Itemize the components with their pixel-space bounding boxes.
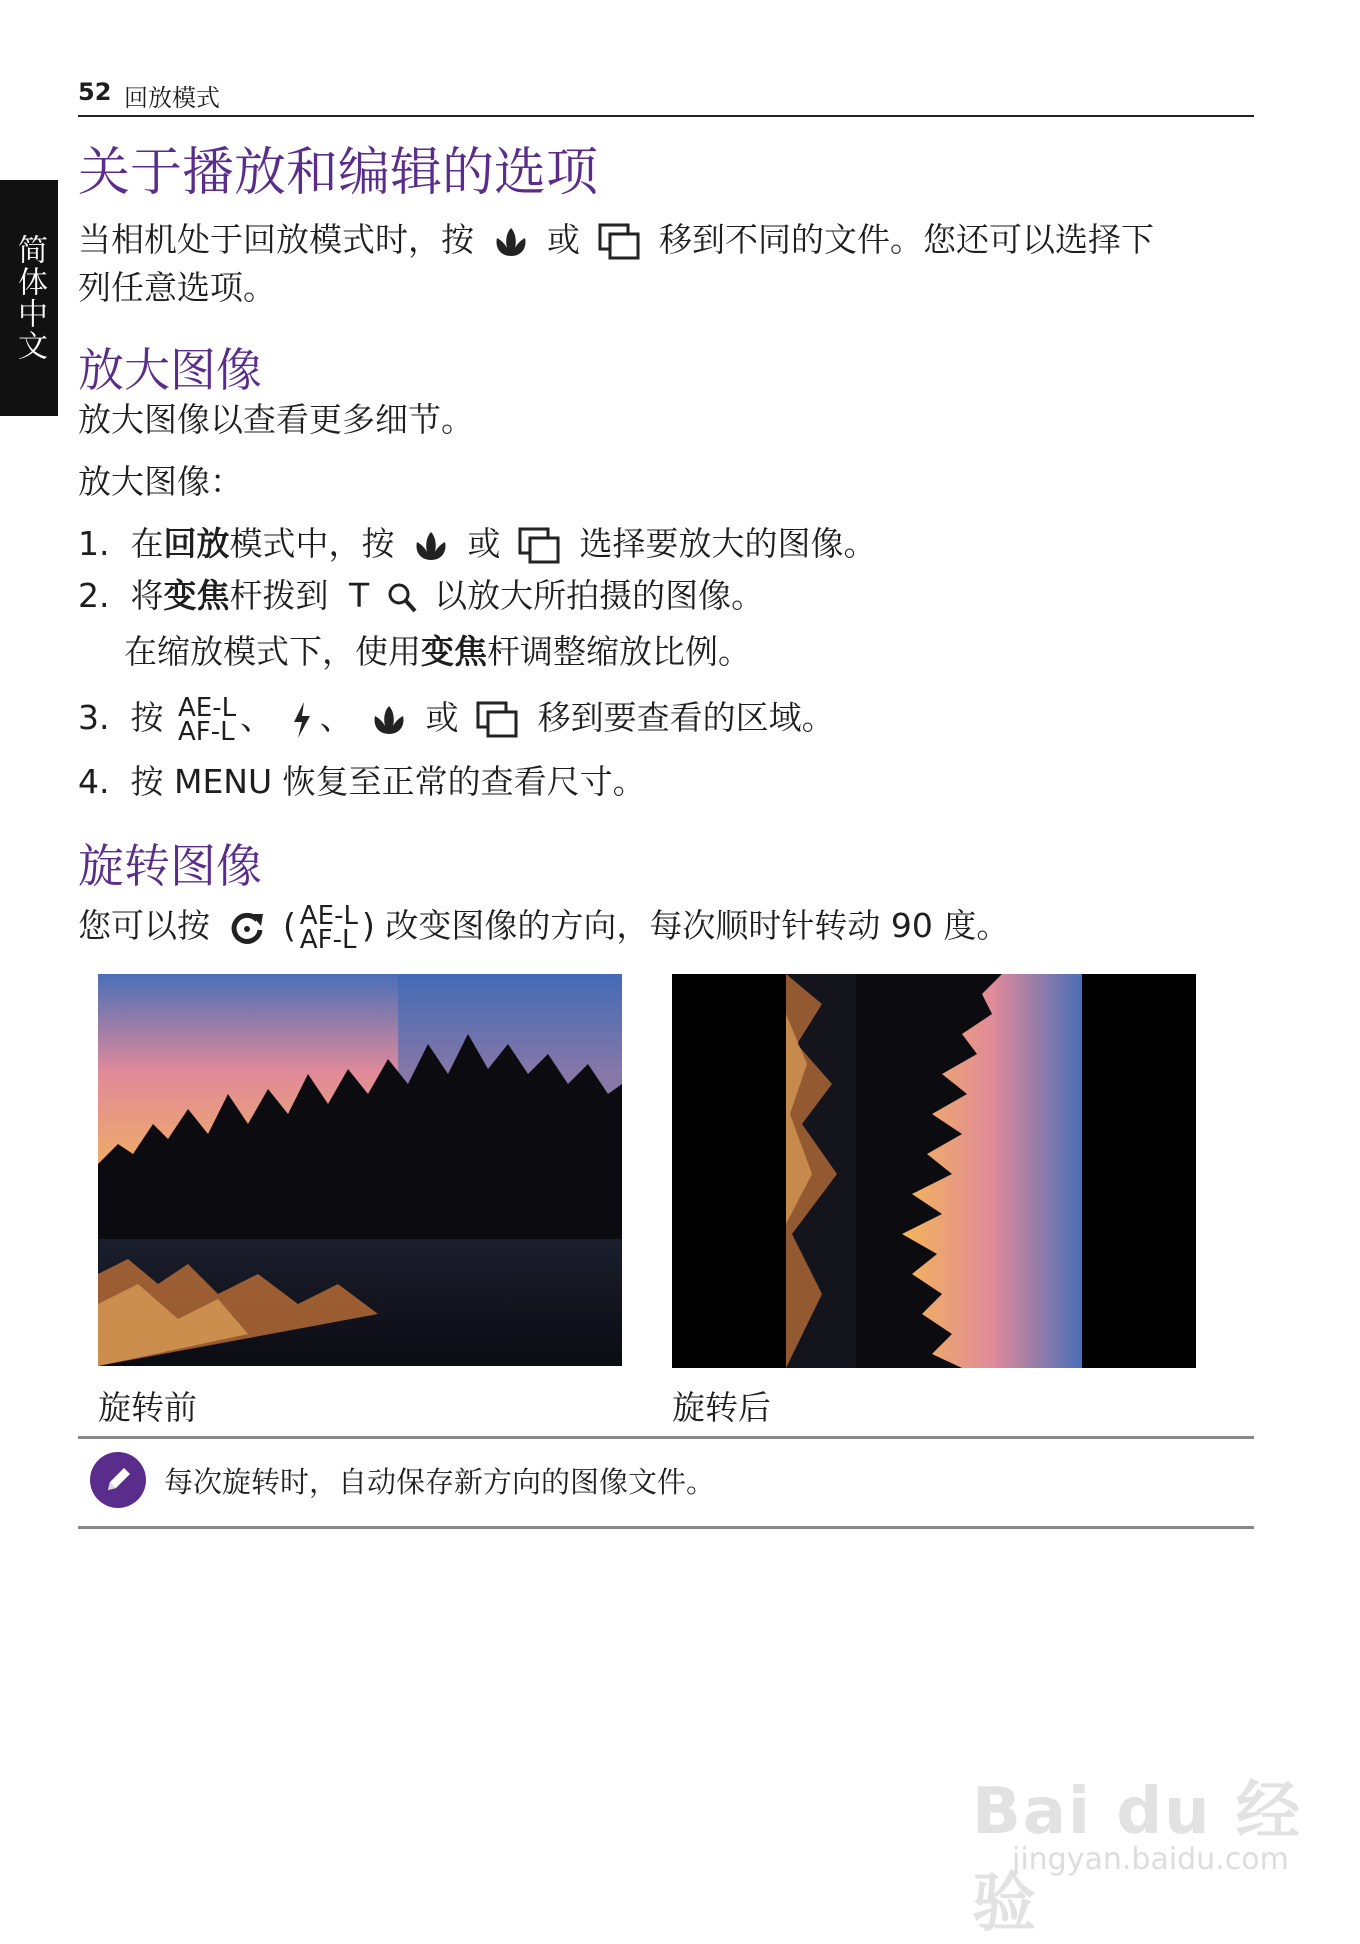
- header-rule: [78, 115, 1254, 117]
- rotate-heading: 旋转图像: [78, 839, 262, 893]
- ae-af-lock-label: AE-L AF-L: [299, 900, 358, 955]
- language-tab: 简体中文: [0, 180, 58, 416]
- note-text: 每次旋转时，自动保存新方向的图像文件。: [164, 1465, 716, 1499]
- rotate-description: 您可以按 ( AE-L AF-L ) 改变图像的方向，每次顺时针转动 90 度。: [78, 900, 1010, 955]
- photo-after-rotation: [672, 974, 1196, 1368]
- zoom-step-2-detail: 在缩放模式下，使用变焦杆调整缩放比例。: [124, 632, 751, 671]
- zoom-heading: 放大图像: [78, 343, 262, 397]
- intro-line-2: 列任意选项。: [78, 268, 276, 307]
- ae-af-lock-label: AE-L AF-L: [177, 692, 237, 747]
- caption-after: 旋转后: [672, 1388, 771, 1427]
- pages-icon: [517, 526, 563, 566]
- caption-before: 旋转前: [98, 1388, 197, 1427]
- note-top-rule: [78, 1436, 1254, 1439]
- page-title: 关于播放和编辑的选项: [78, 143, 599, 203]
- pages-icon: [475, 700, 521, 740]
- zoom-step-4: 4. 按 MENU 恢复至正常的查看尺寸。: [78, 762, 646, 801]
- macro-flower-icon: [369, 700, 409, 740]
- pencil-icon: [90, 1452, 146, 1508]
- watermark-url: jingyan.baidu.com: [1012, 1842, 1289, 1877]
- magnifier-icon: [386, 581, 418, 615]
- zoom-subheading: 放大图像：: [78, 462, 243, 501]
- zoom-description: 放大图像以查看更多细节。: [78, 400, 474, 439]
- zoom-step-3: 3. 按 AE-L AF-L 、 、 或 移到要查看的区域。: [78, 692, 835, 747]
- baidu-watermark: Bai du 经验: [972, 1775, 1302, 1941]
- pages-icon: [597, 222, 643, 262]
- chapter-title: 回放模式: [124, 84, 220, 112]
- intro-line-1: 当相机处于回放模式时，按 或 移到不同的文件。您还可以选择下: [78, 216, 1154, 264]
- zoom-step-1: 1. 在回放模式中，按 或 选择要放大的图像。: [78, 520, 876, 568]
- rotate-icon: [227, 908, 267, 948]
- zoom-step-2: 2. 将变焦杆拨到 T 以放大所拍摄的图像。: [78, 576, 765, 615]
- macro-flower-icon: [491, 222, 531, 262]
- photo-before-rotation: [98, 974, 622, 1366]
- macro-flower-icon: [411, 526, 451, 566]
- flash-icon: [290, 700, 314, 740]
- page-number: 52: [78, 78, 112, 106]
- tele-label: T: [348, 576, 370, 615]
- note-bottom-rule: [78, 1526, 1254, 1529]
